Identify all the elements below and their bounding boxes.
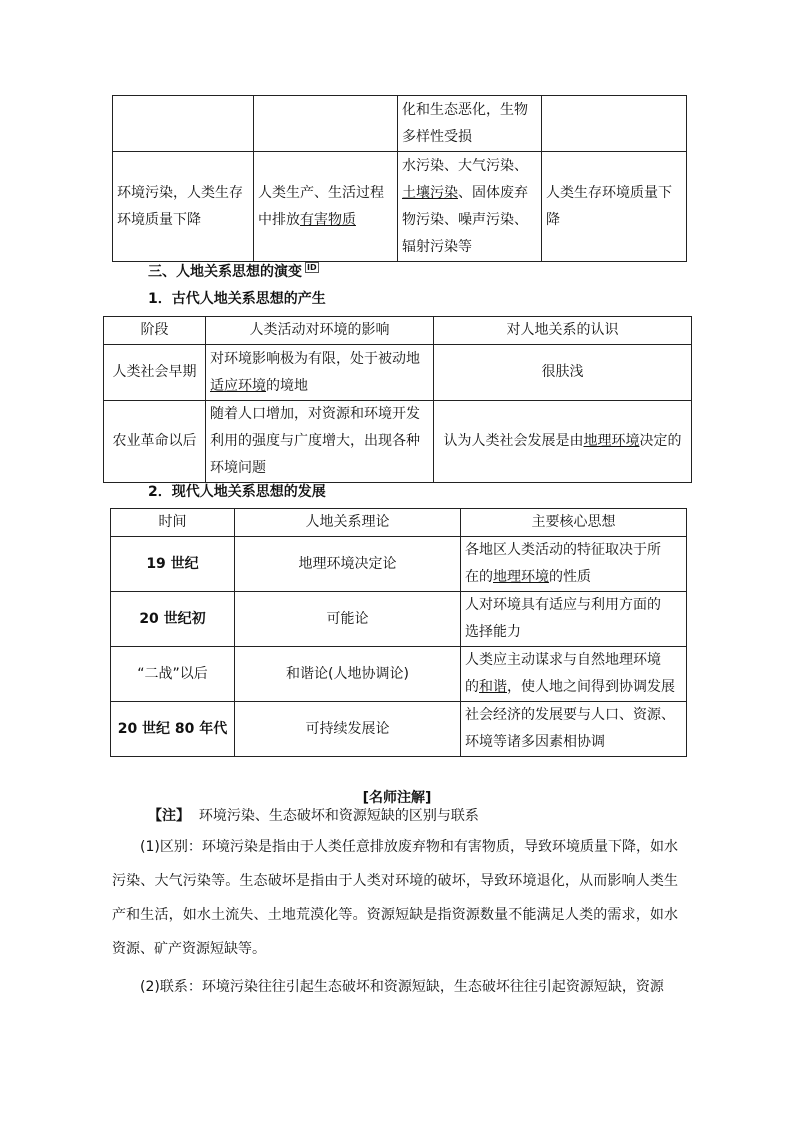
notes-title: [名师注解] [362, 790, 432, 806]
section-heading: 三、人地关系思想的演变 $^{ID}$ [148, 263, 317, 280]
table-row [113, 96, 687, 152]
table-cell: 人对环境具有适应与利用方面的 选择能力 [461, 592, 687, 647]
table-cell: 水污染、大气污染、 土壤污染、固体废弃 物污染、噪声污染、 辐射污染等 [398, 152, 542, 262]
column-header: 时间 [111, 509, 235, 537]
table-cell: 20 世纪 80 年代 [111, 702, 235, 757]
table-header-row [104, 317, 692, 345]
environment-problems-table [112, 95, 687, 262]
body-text [112, 830, 678, 1004]
table-cell: 和谐论(人地协调论) [235, 647, 461, 702]
modern-thought-table [110, 508, 687, 757]
table-cell: 人类应主动谋求与自然地理环境 的和谐，使人地之间得到协调发展 [461, 647, 687, 702]
table-row [113, 152, 687, 262]
column-header: 对人地关系的认识 [434, 317, 692, 345]
column-header: 人类活动对环境的影响 [206, 317, 434, 345]
paragraph-distinction: (1)区别：环境污染是指由于人类任意排放废弃物和有害物质，导致环境质量下降，如水污染、大气污染等。生态破坏是指由于人类对环境的破坏，导致环境退化，从而影响人类生产和生活，如水土流失、土地荒漠化等。资源短缺是指资源数量不能满足人类的需求，如水资源、矿产资源短缺等。 [112, 839, 678, 957]
table-cell: 社会经济的发展要与人口、资源、 环境等诸多因素相协调 [461, 702, 687, 757]
subsection-heading: 2．现代人地关系思想的发展 [148, 484, 326, 500]
table-row [104, 401, 692, 483]
table-cell: 人类社会早期 [104, 345, 206, 401]
table-row [111, 702, 687, 757]
table-cell: “二战”以后 [111, 647, 235, 702]
note-label: 【注】 [148, 808, 190, 824]
table-cell: 19 世纪 [111, 537, 235, 592]
table-cell: 化和生态恶化，生物 多样性受损 [398, 96, 542, 152]
note-heading [148, 806, 479, 826]
table-header-row [111, 509, 687, 537]
table-cell: 可能论 [235, 592, 461, 647]
table-cell: 可持续发展论 [235, 702, 461, 757]
note-marker-icon: ID [307, 263, 317, 273]
table-row [111, 647, 687, 702]
table-row [111, 537, 687, 592]
ancient-thought-table [103, 316, 692, 483]
table-cell: 20 世纪初 [111, 592, 235, 647]
table-row [111, 592, 687, 647]
column-header: 阶段 [104, 317, 206, 345]
table-cell: 地理环境决定论 [235, 537, 461, 592]
table-cell: 农业革命以后 [104, 401, 206, 483]
table-cell: 人类生存环境质量下 降 [542, 152, 687, 262]
column-header: 主要核心思想 [461, 509, 687, 537]
column-header: 人地关系理论 [235, 509, 461, 537]
note-title: 环境污染、生态破坏和资源短缺的区别与联系 [198, 808, 479, 824]
table-cell: 随着人口增加，对资源和环境开发 利用的强度与广度增大，出现各种 环境问题 [206, 401, 434, 483]
table-cell: 环境污染，人类生存 环境质量下降 [113, 152, 254, 262]
table-cell: 认为人类社会发展是由地理环境决定的 [434, 401, 692, 483]
table-cell: 人类生产、生活过程 中排放有害物质 [254, 152, 398, 262]
paragraph-connection: (2)联系：环境污染往往引起生态破坏和资源短缺，生态破坏往往引起资源短缺，资源 [140, 979, 664, 995]
subsection-heading: 1．古代人地关系思想的产生 [148, 291, 326, 307]
table-cell: 对环境影响极为有限，处于被动地 适应环境的境地 [206, 345, 434, 401]
table-cell: 各地区人类活动的特征取决于所 在的地理环境的性质 [461, 537, 687, 592]
table-row [104, 345, 692, 401]
table-cell: 很肤浅 [434, 345, 692, 401]
